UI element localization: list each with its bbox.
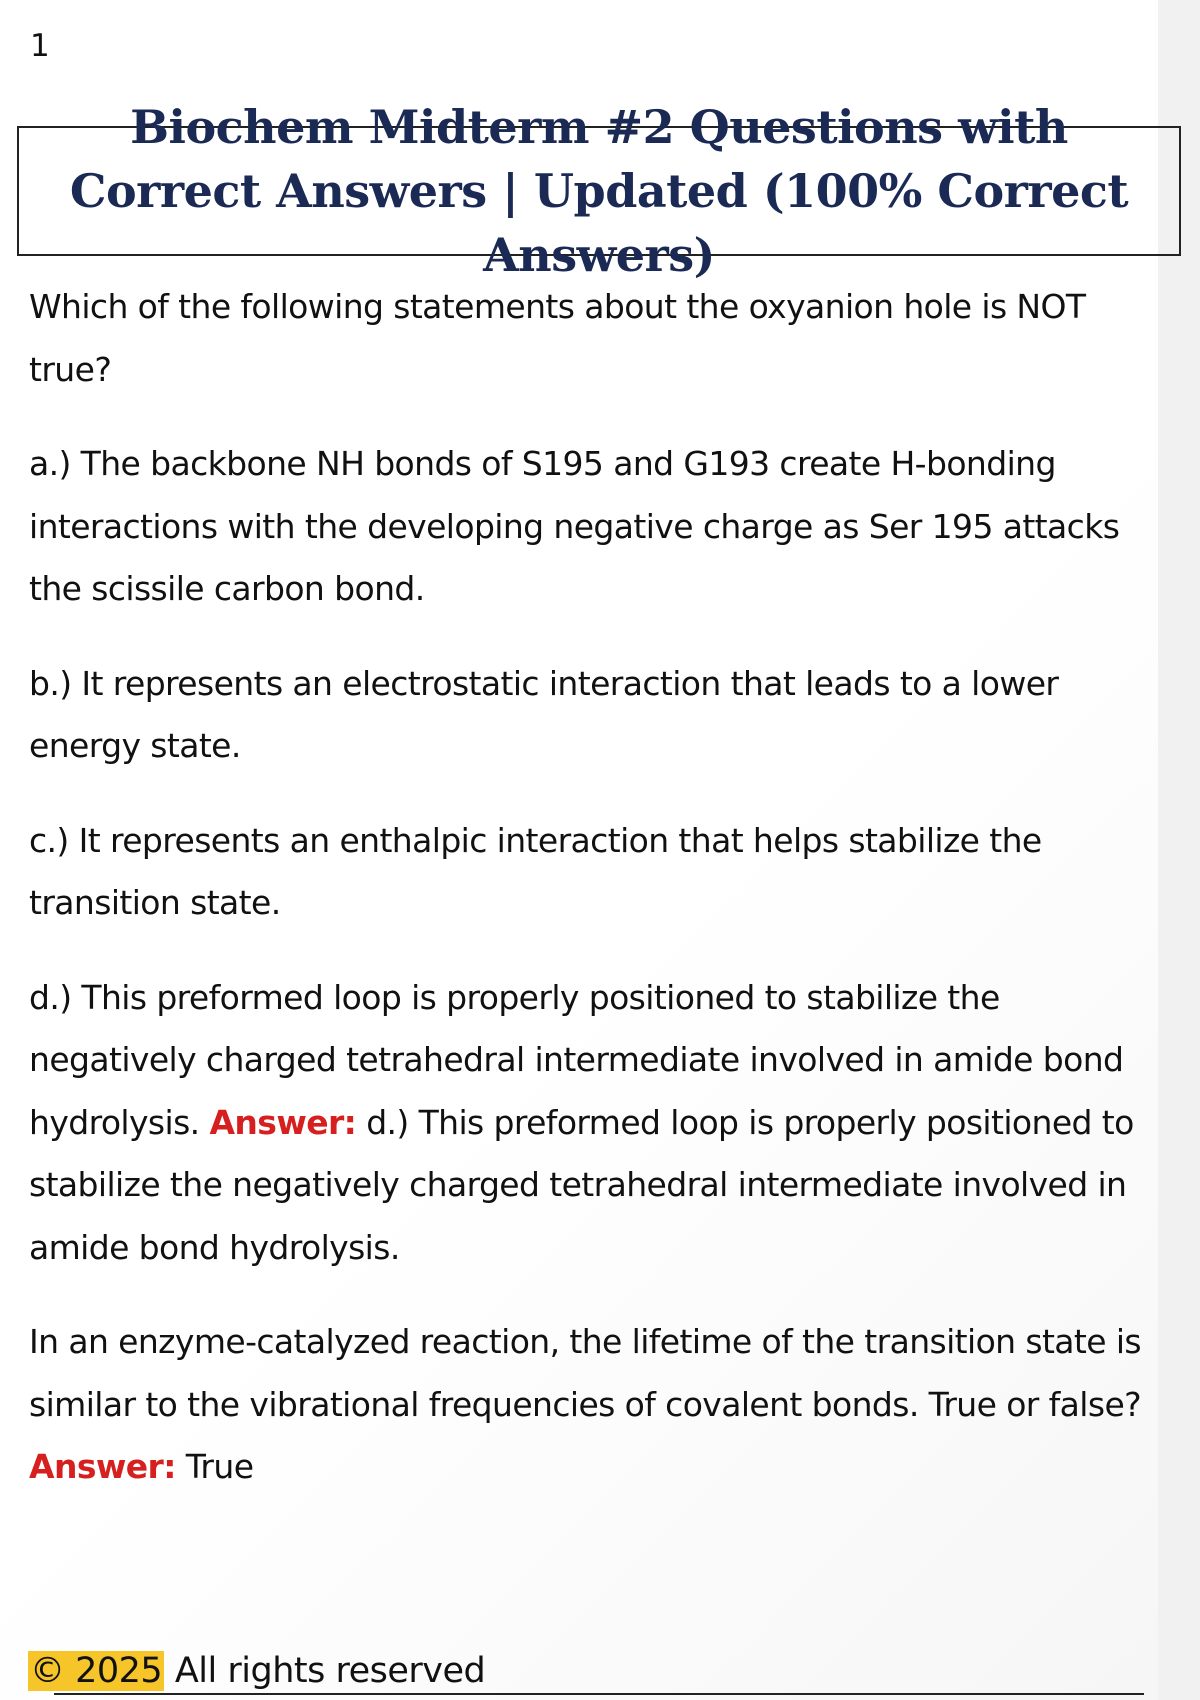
question-1-option-d: d.) This preformed loop is properly positioned to stabilize the negatively charged tetrahedral intermediate involved in amide bond hydrolysis. — [29, 977, 1124, 1142]
document-body — [29, 276, 1164, 1531]
question-2 — [29, 1311, 1164, 1499]
copyright-badge: © 2025 — [30, 1651, 163, 1691]
question-1-option-c: c.) It represents an enthalpic interaction that helps stabilize the transition state. — [29, 820, 1042, 922]
question-2-answer-label: Answer: — [29, 1447, 176, 1486]
question-1-option-d-with-answer — [29, 967, 1164, 1280]
question-2-text: In an enzyme-catalyzed reaction, the lifetime of the transition state is similar to the vibrational frequencies of covalent bonds. True or false? — [29, 1322, 1142, 1424]
question-2-answer: True — [185, 1447, 254, 1486]
question-1-text: Which of the following statements about the oxyanion hole is NOT true? — [29, 287, 1086, 389]
question-1-option-a: a.) The backbone NH bonds of S195 and G193 create H-bonding interactions with the developing negative charge as Ser 195 attacks the scissile carbon bond. — [29, 444, 1120, 608]
document-title: Biochem Midterm #2 Questions with Correct Answers | Updated (100% Correct Answers) — [69, 100, 1129, 282]
question-1-option-b: b.) It represents an electrostatic interaction that leads to a lower energy state. — [29, 663, 1059, 765]
question-1-answer: d.) This preformed loop is properly positioned to stabilize the negatively charged tetrahedral intermediate involved in amide bond hydrolysis. — [29, 1102, 1134, 1267]
footer-divider — [54, 1693, 1144, 1695]
title-box — [17, 100, 1181, 282]
page-number: 1 — [30, 28, 50, 64]
footer — [28, 1649, 485, 1693]
footer-text: All rights reserved — [174, 1651, 486, 1691]
question-1-answer-label: Answer: — [209, 1102, 357, 1142]
